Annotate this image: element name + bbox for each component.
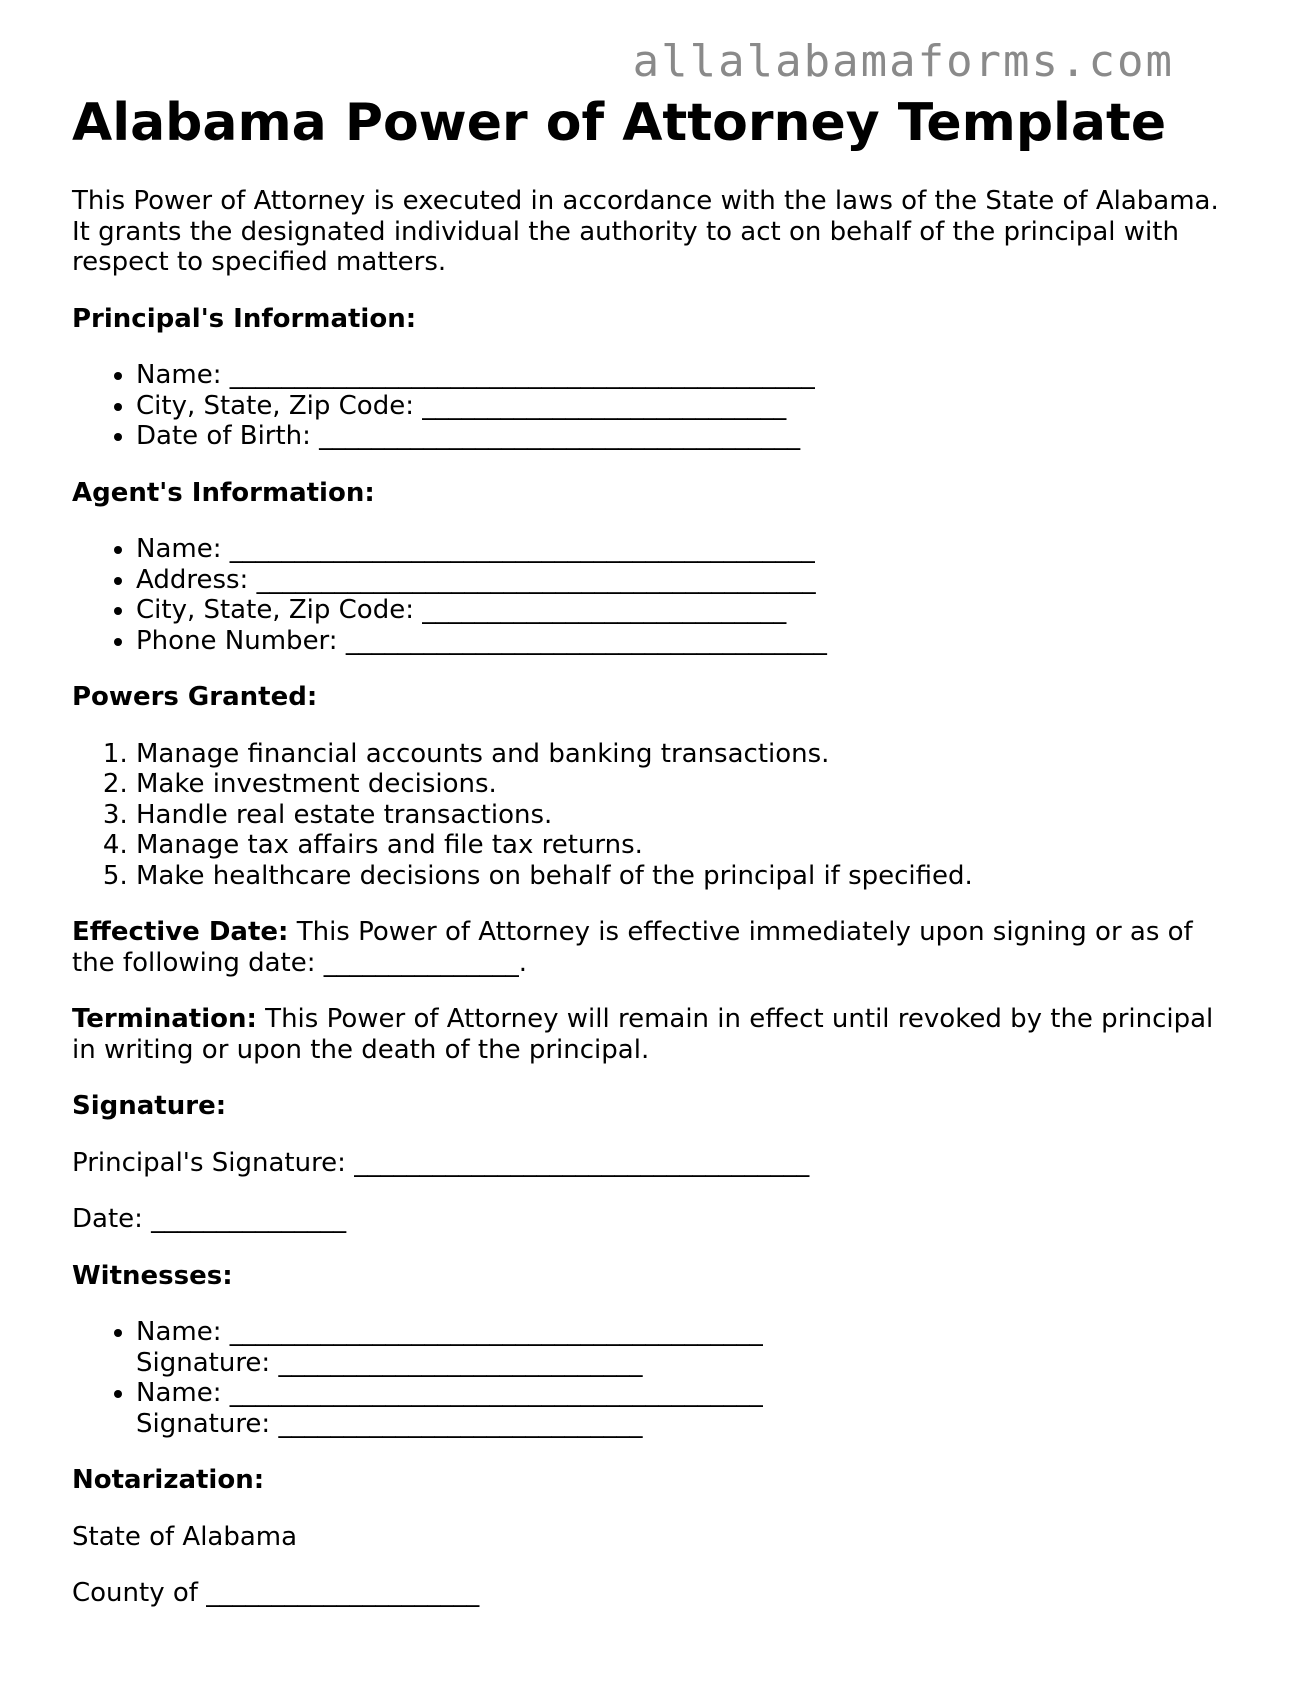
- signature-date-field: Date: _______________: [72, 1204, 347, 1234]
- principal-list: [72, 360, 1242, 452]
- witness-1-field: • Name: _________________________________________ Signature: ____________________________: [136, 1317, 852, 1378]
- principal-signature-field: Principal's Signature: ___________________________________: [72, 1147, 810, 1178]
- power-item: 4. Manage tax affairs and file tax returns.: [136, 830, 1242, 861]
- agent-name-field: • Name: _____________________________________________: [136, 534, 1242, 565]
- notary-state: State of Alabama: [72, 1521, 298, 1552]
- witness-2-field: • Name: _________________________________________ Signature: ____________________________: [136, 1378, 852, 1439]
- document-title: Alabama Power of Attorney Template: [72, 93, 1167, 153]
- principal-heading: Principal's Information:: [72, 303, 417, 334]
- termination-text: This Power of Attorney will remain in effect until revoked by the principal in writing or upon the death of the principal.: [72, 1004, 1214, 1065]
- notarization-heading: Notarization:: [72, 1465, 265, 1495]
- power-item: 3. Handle real estate transactions.: [136, 800, 1242, 831]
- agent-phone-field: • Phone Number: _____________________________________: [136, 626, 1242, 657]
- effective-date-label: Effective Date:: [72, 917, 289, 947]
- watermark-text: allalabamaforms.com: [632, 36, 1174, 87]
- principal-dob-field: • Date of Birth: _____________________________________: [136, 421, 1242, 452]
- witnesses-list: [72, 1317, 1242, 1439]
- notary-county-field: County of _____________________: [72, 1578, 480, 1608]
- agent-address-field: • Address: ___________________________________________: [136, 565, 1242, 596]
- agent-city-field: • City, State, Zip Code: ____________________________: [136, 595, 1242, 626]
- powers-heading: Powers Granted:: [72, 682, 318, 712]
- power-item: 1. Manage financial accounts and banking transactions.: [136, 739, 1242, 770]
- intro-paragraph: This Power of Attorney is executed in accordance with the laws of the State of Alabama. It grants the designated individual the authority to act on behalf of the principal with respect to specified matters.: [72, 186, 1219, 277]
- effective-date-text: This Power of Attorney is effective immediately upon signing or as of the following date: _______________.: [72, 917, 1193, 978]
- termination-paragraph: [72, 1004, 1242, 1065]
- principal-city-field: • City, State, Zip Code: ____________________________: [136, 391, 1242, 422]
- witnesses-heading: Witnesses:: [72, 1260, 233, 1291]
- agent-heading: Agent's Information:: [72, 477, 375, 508]
- effective-date-paragraph: [72, 917, 1242, 978]
- signature-heading: Signature:: [72, 1091, 227, 1121]
- power-item: 5. Make healthcare decisions on behalf of the principal if specified.: [136, 861, 1242, 892]
- principal-name-field: • Name: _____________________________________________: [136, 360, 1242, 391]
- termination-label: Termination:: [72, 1004, 257, 1034]
- powers-list: [72, 739, 1242, 892]
- document-page: [72, 90, 1242, 1609]
- power-item: 2. Make investment decisions.: [136, 769, 1242, 800]
- agent-list: [72, 534, 1242, 656]
